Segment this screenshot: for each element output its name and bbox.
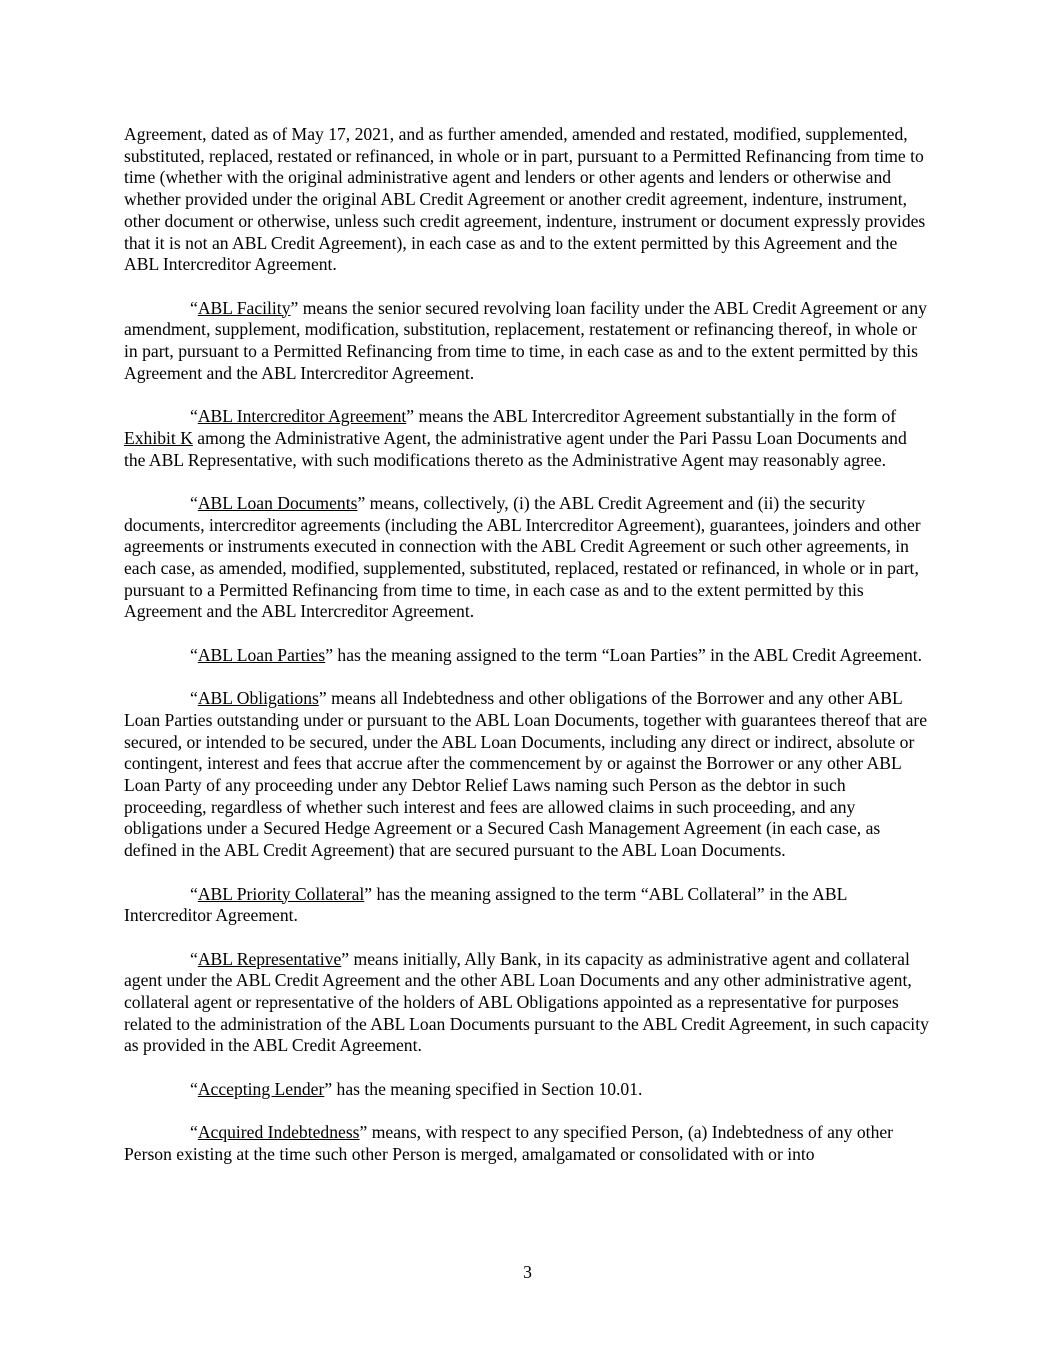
definition-text: ” means all Indebtedness and other obligations of the Borrower and any other ABL Loan Parties outstanding under or pursuant to the ABL Loan Documents, together with guarantees thereof that are secured, or intended to be secured, under the ABL Loan Documents, including any direct or indirect, absolute or contingent, interest and fees that accrue after the commencement by or against the Borrower or any other ABL Loan Party of any proceeding under any Debtor Relief Laws naming such Person as the debtor in such proceeding, regardless of whether such interest and fees are allowed claims in such proceeding, and any obligations under a Secured Hedge Agreement or a Secured Cash Management Agreement (in each case, as defined in the ABL Credit Agreement) that are secured pursuant to the ABL Loan Documents. — [124, 688, 928, 861]
definition-text: ” has the meaning specified in Section 10.01. — [324, 1078, 643, 1099]
open-quote: “ — [190, 1078, 198, 1099]
definition-text-continued: among the Administrative Agent, the administrative agent under the Pari Passu Loan Documents and the ABL Representative, with such modifications thereto as the Administrative Agent may reasonably agree. — [124, 427, 907, 470]
definition-text: ” has the meaning assigned to the term “Loan Parties” in the ABL Credit Agreement. — [325, 644, 923, 665]
definition-abl-intercreditor-agreement — [124, 406, 932, 471]
open-quote: “ — [190, 1122, 198, 1143]
definition-text: ” means initially, Ally Bank, in its capacity as administrative agent and collateral agent under the ABL Credit Agreement and the other ABL Loan Documents and any other administrative agent, collateral agent or representative of the holders of ABL Obligations appointed as a representative for purposes related to the administration of the ABL Loan Documents pursuant to the ABL Credit Agreement, in such capacity as provided in the ABL Credit Agreement. — [124, 948, 929, 1056]
open-quote: “ — [190, 688, 198, 709]
definition-abl-loan-documents — [124, 493, 932, 623]
defined-term: ABL Priority Collateral — [197, 883, 365, 904]
exhibit-reference: Exhibit K — [124, 427, 193, 448]
open-quote: “ — [190, 406, 198, 427]
definition-accepting-lender — [124, 1079, 932, 1101]
definition-abl-obligations — [124, 688, 932, 862]
open-quote: “ — [190, 297, 198, 318]
open-quote: “ — [190, 883, 198, 904]
definition-abl-loan-parties — [124, 645, 932, 667]
defined-term: ABL Intercreditor Agreement — [197, 406, 407, 427]
defined-term: ABL Loan Documents — [197, 492, 358, 513]
definition-abl-priority-collateral — [124, 884, 932, 927]
defined-term: ABL Obligations — [197, 688, 319, 709]
definition-text: ” means, with respect to any specified Person, (a) Indebtedness of any other Person existing at the time such other Person is merged, amalgamated or consolidated with or into — [124, 1122, 894, 1164]
defined-term: Acquired Indebtedness — [197, 1122, 360, 1143]
definition-text: ” has the meaning assigned to the term “ABL Collateral” in the ABL Intercreditor Agreement. — [124, 883, 847, 926]
definition-abl-facility — [124, 298, 932, 385]
defined-term: ABL Facility — [197, 297, 291, 318]
defined-term: Accepting Lender — [197, 1078, 325, 1099]
definition-abl-representative — [124, 949, 932, 1058]
definition-acquired-indebtedness — [124, 1122, 932, 1165]
document-body — [124, 124, 932, 1187]
opening-paragraph: Agreement, dated as of May 17, 2021, and as further amended, amended and restated, modified, supplemented, substituted, replaced, restated or refinanced, in whole or in part, pursuant to a Permitted Refinancing from time to time (whether with the original administrative agent and lenders or other agents and lenders or otherwise and whether provided under the original ABL Credit Agreement or another credit agreement, indenture, instrument, other document or otherwise, unless such credit agreement, indenture, instrument or document expressly provides that it is not an ABL Credit Agreement), in each case as and to the extent permitted by this Agreement and the ABL Intercreditor Agreement. — [124, 124, 926, 275]
definition-text: ” means the ABL Intercreditor Agreement substantially in the form of — [406, 406, 897, 427]
open-quote: “ — [190, 948, 198, 969]
definition-text: ” means, collectively, (i) the ABL Credit Agreement and (ii) the security documents, intercreditor agreements (including the ABL Intercreditor Agreement), guarantees, joinders and other agreements or instruments executed in connection with the ABL Credit Agreement or such other agreements, in each case, as amended, modified, supplemented, substituted, replaced, restated or refinanced, in whole or in part, pursuant to a Permitted Refinancing from time to time, in each case as and to the extent permitted by this Agreement and the ABL Intercreditor Agreement. — [124, 492, 921, 622]
open-quote: “ — [190, 644, 198, 665]
open-quote: “ — [190, 492, 198, 513]
defined-term: ABL Loan Parties — [197, 644, 326, 665]
definition-text: ” means the senior secured revolving loan facility under the ABL Credit Agreement or any amendment, supplement, modification, substitution, replacement, restatement or refinancing thereof, in whole or in part, pursuant to a Permitted Refinancing from time to time, in each case as and to the extent permitted by this Agreement and the ABL Intercreditor Agreement. — [124, 297, 927, 383]
page-number: 3 — [523, 1262, 532, 1282]
defined-term: ABL Representative — [197, 948, 342, 969]
